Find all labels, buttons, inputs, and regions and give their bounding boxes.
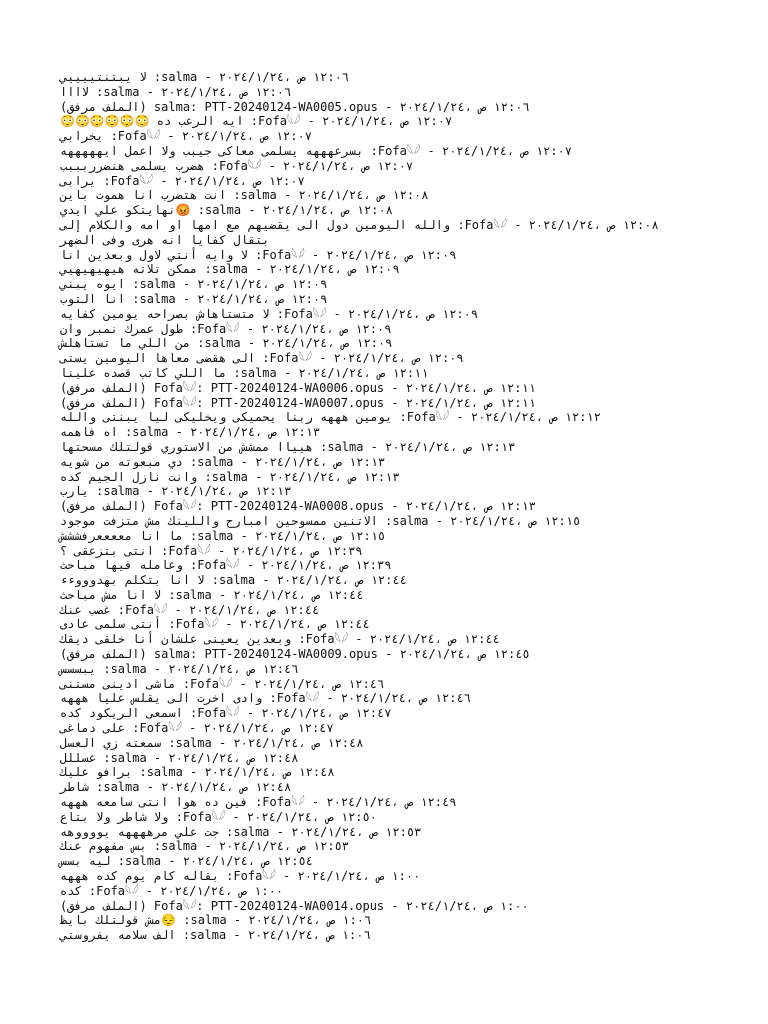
chat-line: ١٢:٤٧ ص ،٢٠٢٤/١/٢٤ - Fofa𓆩𓆪: اسمعى الريكود كده xyxy=(60,706,392,721)
chat-line: ١٢:٤٥ ص ،٢٠٢٤/١/٢٤ - salma: PTT-20240124-WA0009.opus (الملف مرفق) xyxy=(60,647,530,662)
chat-line: ١٢:٠٨ ص ،٢٠٢٤/١/٢٤ - salma: 😡نهايتكو علي ايدي xyxy=(60,203,393,218)
chat-line: ١٢:٠٧ ص ،٢٠٢٤/١/٢٤ - Fofa𓆩𓆪: بسرعهههه يسلمى معاكى جيبب ولا اعمل ايهههههه xyxy=(60,143,573,158)
chat-line: ١:٠٠ ص ،٢٠٢٤/١/٢٤ - Fofa𓆩𓆪: PTT-20240124-WA0014.opus (الملف مرفق) xyxy=(60,898,529,913)
chat-log xyxy=(52,70,700,943)
chat-line: ١٢:٥٣ ص ،٢٠٢٤/١/٢٤ - salma: بس مفهوم عنك xyxy=(60,839,350,854)
chat-line: ١٢:٤٩ ص ،٢٠٢٤/١/٢٤ - Fofa𓆩𓆪: فين ده هوا انتى سامعه هههه xyxy=(60,795,457,810)
chat-line: ١٢:٤٤ ص ،٢٠٢٤/١/٢٤ - Fofa𓆩𓆪: أنتى سلمى عادى xyxy=(60,617,370,632)
chat-line: ١٢:٠٧ ص ،٢٠٢٤/١/٢٤ - Fofa𓆩𓆪: يخرابي xyxy=(60,129,312,144)
chat-line: ١٢:٤٦ ص ،٢٠٢٤/١/٢٤ - Fofa𓆩𓆪: ماشى ادينى مستنى xyxy=(60,676,385,691)
chat-line: ١٢:٤٨ ص ،٢٠٢٤/١/٢٤ - salma: شاطر xyxy=(60,780,292,795)
chat-line: ١٢:٠٩ ص ،٢٠٢٤/١/٢٤ - Fofa𓆩𓆪: طول عمرك نمبر وان xyxy=(60,321,392,336)
chat-line: ١:٠٠ ص ،٢٠٢٤/١/٢٤ - Fofa𓆩𓆪: بقاله كام يوم كده هههه xyxy=(60,869,421,884)
chat-line: ١٢:١٣ ص ،٢٠٢٤/١/٢٤ - salma: اه فاهمه xyxy=(60,425,321,440)
chat-line: ١٢:٠٧ ص ،٢٠٢٤/١/٢٤ - Fofa𓆩𓆪: هضرب يسلمى هنضرربببب xyxy=(60,158,414,173)
chat-line: ١٢:١٥ ص ،٢٠٢٤/١/٢٤ - salma: الاتنين ممسوحين امبارح واللينك مش متزفت موجود xyxy=(60,513,581,528)
chat-line: ١٢:٤٤ ص ،٢٠٢٤/١/٢٤ - salma: لا انا مش مباحث xyxy=(60,587,364,602)
chat-line: ١٢:١٣ ص ،٢٠٢٤/١/٢٤ - salma: دي مبعوته من شويه xyxy=(60,454,386,469)
chat-line: ١٢:٤٦ ص ،٢٠٢٤/١/٢٤ - salma: يبسسس xyxy=(60,661,299,676)
chat-line: ١٢:٠٩ ص ،٢٠٢٤/١/٢٤ - salma: ممكن تلاته هيهيهيهيي xyxy=(60,262,400,277)
chat-line: ١٢:١١ ص ،٢٠٢٤/١/٢٤ - Fofa𓆩𓆪: PTT-20240124-WA0006.opus (الملف مرفق) xyxy=(60,380,536,395)
chat-line: ١٢:٠٩ ص ،٢٠٢٤/١/٢٤ - Fofa𓆩𓆪: الى هقضى معاها اليومين يستى xyxy=(60,351,464,366)
chat-line: ١٢:٠٩ ص ،٢٠٢٤/١/٢٤ - salma: من اللي ما تستاهلش xyxy=(60,336,393,351)
chat-line: ١٢:٤٧ ص ،٢٠٢٤/١/٢٤ - Fofa𓆩𓆪: على دماغى xyxy=(60,721,334,736)
chat-line: ١٢:٥٣ ص ،٢٠٢٤/١/٢٤ - salma: جت علي مرههههه يووووهه xyxy=(60,824,422,839)
chat-line: ١٢:٠٩ ص ،٢٠٢٤/١/٢٤ - Fofa𓆩𓆪: لا وايه أنتي لاول وبعدين انا xyxy=(60,247,457,262)
chat-line: ١٢:٥٤ ص ،٢٠٢٤/١/٢٤ - salma: ليه بسس xyxy=(60,854,313,869)
chat-line: ١٢:٥٠ ص ،٢٠٢٤/١/٢٤ - Fofa𓆩𓆪: ولا شاطر ولا بتاع xyxy=(60,809,377,824)
chat-line: ١٢:٣٩ ص ،٢٠٢٤/١/٢٤ - Fofa𓆩𓆪: وعامله فيها مباحث xyxy=(60,558,392,573)
chat-line: ١٢:٤٤ ص ،٢٠٢٤/١/٢٤ - salma: لا انا بتكلم بهدوووءء xyxy=(60,573,407,588)
chat-line: ١٢:٠٦ ص ،٢٠٢٤/١/٢٤ - salma: لا يبتنتييييي xyxy=(60,70,350,84)
chat-line: ١٢:٤٨ ص ،٢٠٢٤/١/٢٤ - salma: سمعته زي العسل xyxy=(60,735,364,750)
chat-line: ١٢:٠٦ ص ،٢٠٢٤/١/٢٤ - salma: لاااا xyxy=(60,84,292,99)
chat-line: ١٢:١١ ص ،٢٠٢٤/١/٢٤ - salma: ما اللي كاتب قصده علينا xyxy=(60,365,429,380)
chat-line: ١٢:٤٤ ص ،٢٠٢٤/١/٢٤ - Fofa𓆩𓆪: غصب عنك xyxy=(60,602,320,617)
chat-line: ١٢:٠٨ ص ،٢٠٢٤/١/٢٤ - Fofa𓆩𓆪: والله اليومين دول الى يقضيهم مع امها او امه والكلام إلى بتقال كفايا انه هرى وفى الضهر xyxy=(52,217,659,247)
chat-line: ١٢:١٢ ص ،٢٠٢٤/١/٢٤ - Fofa𓆩𓆪: يومين هههه ربنا يحميكى ويخليكى ليا يبنتى والله xyxy=(60,410,601,425)
chat-line: ١٢:١١ ص ،٢٠٢٤/١/٢٤ - Fofa𓆩𓆪: PTT-20240124-WA0007.opus (الملف مرفق) xyxy=(60,395,536,410)
chat-line: ١:٠٦ ص ،٢٠٢٤/١/٢٤ - salma: الف سلامه يفروستي xyxy=(60,928,371,943)
chat-line: ١٢:٠٩ ص ،٢٠٢٤/١/٢٤ - salma: ايوه يبني xyxy=(60,277,328,292)
chat-line: ١٢:٤٨ ص ،٢٠٢٤/١/٢٤ - salma: عسللل xyxy=(60,750,299,765)
chat-line: ١٢:٤٤ ص ،٢٠٢٤/١/٢٤ - Fofa𓆩𓆪: وبعدين يعينى علشان أنا خلقى ديقك xyxy=(60,632,500,647)
chat-line: ١٢:٠٨ ص ،٢٠٢٤/١/٢٤ - salma: انت هتضرب انا هموت باين xyxy=(60,188,429,203)
chat-line: ١٢:٤٨ ص ،٢٠٢٤/١/٢٤ - salma: برافو عليك xyxy=(60,765,335,780)
chat-line: ١٢:٤٦ ص ،٢٠٢٤/١/٢٤ - Fofa𓆩𓆪: وادى اخرت الى يقلس عليا هههه xyxy=(60,691,471,706)
chat-line: ١:٠٠ ص ،٢٠٢٤/١/٢٤ - Fofa𓆩𓆪: كده xyxy=(60,883,284,898)
chat-line: ١٢:١٣ ص ،٢٠٢٤/١/٢٤ - salma: يارب xyxy=(60,484,292,499)
chat-line: ١٢:٠٦ ص ،٢٠٢٤/١/٢٤ - salma: PTT-20240124-WA0005.opus (الملف مرفق) xyxy=(60,99,530,114)
chat-line: ١٢:١٣ ص ،٢٠٢٤/١/٢٤ - salma: هيياا ممشش من الاستوري قولتلك مسحتها xyxy=(60,439,516,454)
chat-line: ١٢:٠٧ ص ،٢٠٢٤/١/٢٤ - Fofa𓆩𓆪: يرابى xyxy=(60,173,305,188)
chat-line: ١:٠٦ ص ،٢٠٢٤/١/٢٤ - salma: 😔مش قولتلك بايظ xyxy=(60,913,372,928)
chat-line: ١٢:١٣ ص ،٢٠٢٤/١/٢٤ - Fofa𓆩𓆪: PTT-20240124-WA0008.opus (الملف مرفق) xyxy=(60,499,536,514)
chat-line: ١٢:٠٩ ص ،٢٠٢٤/١/٢٤ - salma: انا التوب xyxy=(60,291,328,306)
chat-line: ١٢:١٣ ص ،٢٠٢٤/١/٢٤ - salma: وانت نازل الجيم كده xyxy=(60,469,400,484)
chat-line: ١٢:٠٩ ص ،٢٠٢٤/١/٢٤ - Fofa𓆩𓆪: لا متستاهاش بصراحه يومين كفايه xyxy=(60,306,479,321)
chat-line: ١٢:٠٧ ص ،٢٠٢٤/١/٢٤ - Fofa𓆩𓆪: ايه الرعب ده 😳😳😳😳😳😳 xyxy=(60,114,453,129)
chat-line: ١٢:٣٩ ص ،٢٠٢٤/١/٢٤ - Fofa𓆩𓆪: انتى بتزعقى ؟ xyxy=(60,543,363,558)
chat-line: ١٢:١٥ ص ،٢٠٢٤/١/٢٤ - salma: ما انا مععععرفششش xyxy=(60,528,386,543)
